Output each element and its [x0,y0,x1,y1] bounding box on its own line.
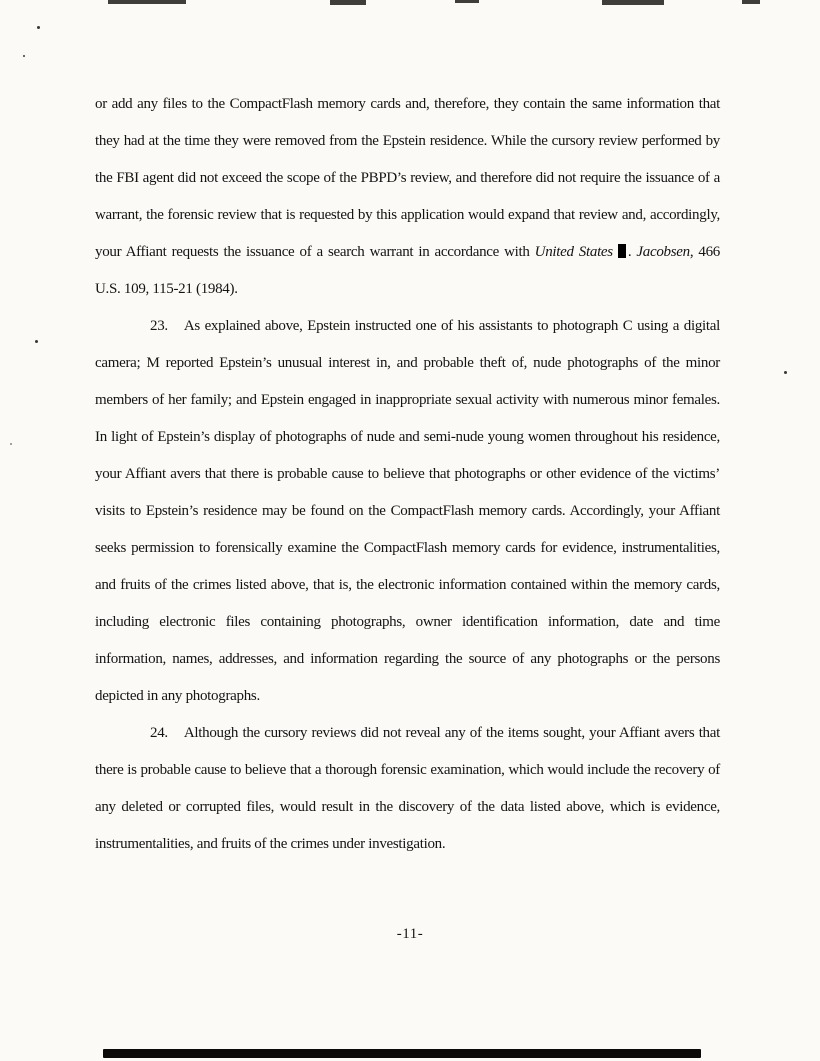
redaction-mark [618,244,626,258]
paragraph-number: 24. [150,725,168,741]
paragraph-number: 23. [150,318,168,334]
scan-artifact-bottom-bar [103,1049,701,1058]
case-name-united-states: United States [534,244,613,260]
scan-artifact-top-edge [455,0,479,3]
scan-speck [23,55,25,57]
scan-artifact-top-edge [330,0,366,5]
page-number: -11- [396,926,424,942]
scan-speck [784,371,787,374]
scan-speck [37,26,40,29]
scan-artifact-top-edge [742,0,760,4]
paragraph-text: Although the cursory reviews did not reveal any of the items sought, your Affiant avers that there is probable cause to believe that a thorough forensic examination, which would include the recovery of any deleted or corrupted files, would result in the discovery of the data listed above, which is evidence, instrumentalities, and fruits of the crimes under investigation. [95,725,720,852]
citation-tail: , 466 U.S. 109, 115-21 (1984). [95,244,720,297]
paragraph-23 [95,308,720,715]
paragraph-text: As explained above, Epstein instructed one of his assistants to photograph C using a digital camera; M reported Epstein’s unusual interest in, and probable theft of, nude photographs of the minor members of her family; and Epstein engaged in inappropriate sexual activity with numerous minor females. In light of Epstein’s display of photographs of nude and semi-nude young women throughout his residence, your Affiant avers that there is probable cause to believe that photographs or other evidence of the victims’ visits to Epstein’s residence may be found on the CompactFlash memory cards. Accordingly, your Affiant seeks permission to forensically examine the CompactFlash memory cards for evidence, instrumentalities, and fruits of the crimes listed above, that is, the electronic information contained within the memory cards, including electronic files containing photographs, owner identification information, date and time information, names, addresses, and information regarding the source of any photographs or the persons depicted in any photographs. [95,318,720,704]
paragraph-24 [95,715,720,863]
citation-separator: . [627,244,637,260]
scan-artifact-top-edge [602,0,664,5]
paragraph-text: or add any files to the CompactFlash memory cards and, therefore, they contain the same information that they had at the time they were removed from the Epstein residence. While the cursory review performed by the FBI agent did not exceed the scope of the PBPD’s review, and therefore did not require the issuance of a warrant, the forensic review that is requested by this application would expand that review and, accordingly, your Affiant requests the issuance of a search warrant in accordance with [95,96,720,260]
scan-speck [35,340,38,343]
scan-speck [10,443,12,445]
case-name-jacobsen: Jacobsen [636,244,690,260]
scan-artifact-top-edge [108,0,186,4]
paragraph-continuation [95,86,720,308]
document-body [95,86,720,863]
